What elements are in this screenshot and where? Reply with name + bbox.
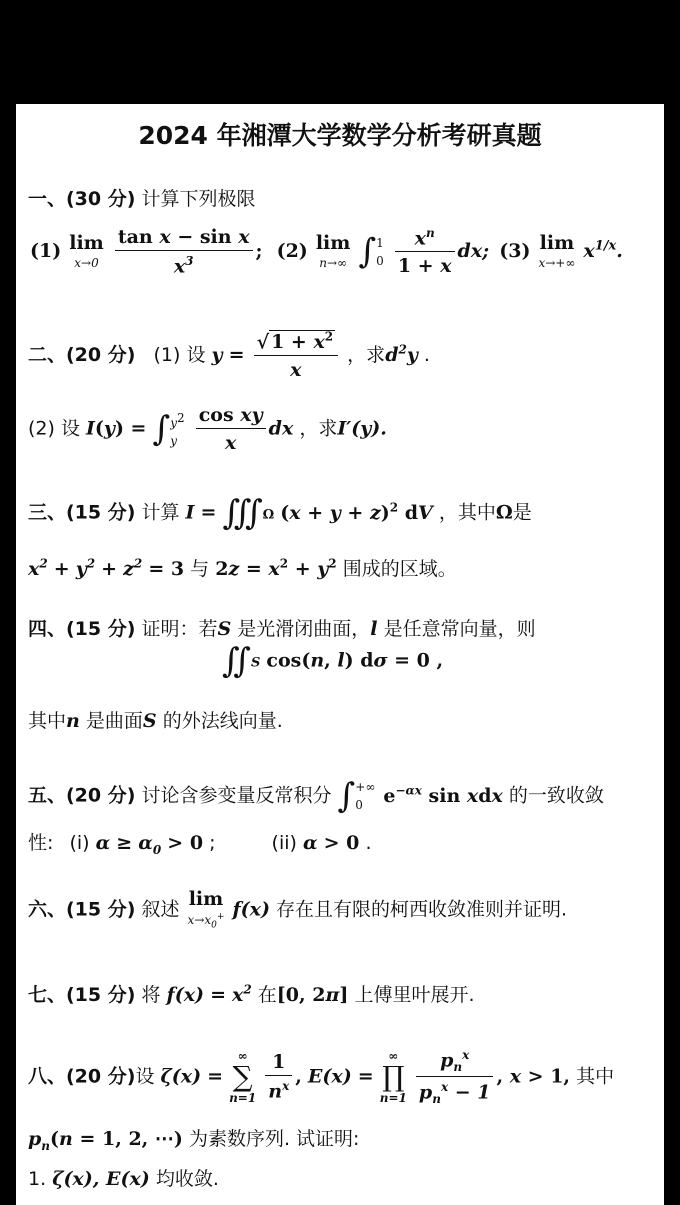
question-4: 四、(15 分) 证明：若S 是光滑闭曲面，l 是任意常向量，则 — [28, 618, 536, 640]
question-3: 三、(15 分) 计算 I = ∭Ω $(x + y + z)^2$ dV ，其中Ω是 — [28, 493, 532, 533]
question-8-item1: 1. ζ(x), E(x) 均收敛. — [28, 1168, 219, 1190]
page-title: 2024 年湘潭大学数学分析考研真题 — [138, 121, 542, 150]
question-1-text: 计算下列极限 — [141, 188, 256, 210]
question-2-part2: (2) 设 $I(y) = \int y^2$ y $\frac{\text{cos xy}}{x}$ dx ，求I′(y). — [28, 404, 387, 454]
question-5: 五、(20 分) 讨论含参变量反常积分 ∫+∞ 0 $e^{-\alpha x}$ sin xdx 的一致收敛 — [28, 776, 604, 816]
question-2-head: 二、(20 分) — [28, 344, 136, 367]
question-8-line2: $p_n(n = 1$, 2, ⋯) 为素数序列. 试证明: — [28, 1128, 360, 1153]
exam-page — [16, 104, 664, 1205]
question-5-line2: 性: (i) $\alpha \ge \alpha_0 > 0$ ; (ii) α > 0 . — [28, 832, 372, 857]
question-6: 六、(15 分) 叙述 lim $x\to x_0^+$ f(x) 存在且有限的柯西收敛准则并证明. — [28, 888, 568, 931]
question-1 — [28, 184, 256, 211]
question-7: 七、(15 分) 将 $f(x) = x^2$ 在[0, 2π] 上傅里叶展开. — [28, 982, 475, 1006]
question-1-head: 一、(30 分) — [28, 188, 136, 210]
question-3-line2: $x^2 + y^2 + z^2 = 3$ 与 $2z = x^2 + y^2$ 围成的区域。 — [28, 556, 457, 580]
question-4-formula: ∬S cos(n, l) dσ = 0 , — [222, 641, 444, 681]
question-8: 八、(20 分)设 ζ(x) = ∞ ∑ n=1 $\frac{1}{n^x}$ , E(x) = ∞ ∏ n=1 $\frac{p_n^x}{p_n^x - 1}$ , x > 1, 其中 — [28, 1048, 615, 1107]
question-1-formulas: (1) lim x→0 $\frac{\text{tan x − sin x}}{x^3}$ ; (2) lim n→∞ ∫1 0 $\frac{x^n}{1 + x}$ dx; (3) lim x→+∞ $x^{1/x}$. — [30, 226, 623, 278]
question-2: 二、(20 分) (1) 设 y = $\frac{√ 1 + x^2}{x}$ ，求$d^2y$ . — [28, 330, 430, 382]
question-4-line3: 其中n 是曲面S 的外法线向量. — [28, 710, 283, 732]
